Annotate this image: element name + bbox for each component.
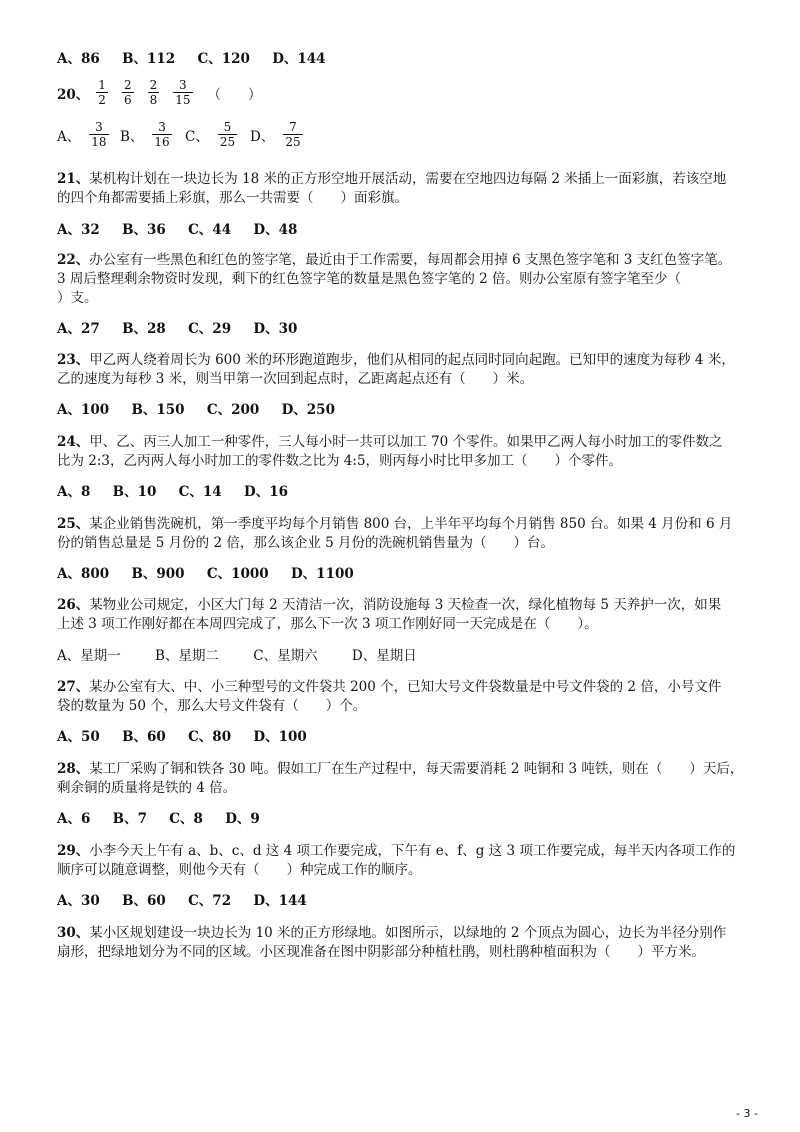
q27-line-2: 袋的数量为 50 个，那么大号文件袋有（ ）个。: [57, 698, 367, 714]
q26-line-1: 26、某物业公司规定，小区大门每 2 天清洁一次，消防设施每 3 天检查一次，绿化植物每 5 天养护一次，如果: [57, 597, 722, 613]
q28-option-a: A、6: [57, 811, 91, 827]
q21-options: [57, 221, 743, 239]
q21-option-b: B、36: [122, 222, 166, 238]
q29-line-1: 29、小李今天上午有 a、b、c、d 这 4 项工作要完成，下午有 e、f、g 这 3 项工作要完成，每半天内各项工作的: [57, 843, 736, 859]
q24-option-d: D、16: [244, 484, 288, 500]
q30-line-2: 扇形，把绿地划分为不同的区域。小区现准备在图中阴影部分种植杜鹃，则杜鹃种植面积为（ ）平方米。: [57, 944, 705, 960]
q25-line-1: 25、某企业销售洗碗机，第一季度平均每个月销售 800 台，上半年平均每个月销售 850 台。如果 4 月份和 6 月: [57, 516, 733, 532]
q27-line-1: 27、某办公室有大、中、小三种型号的文件袋共 200 个，已知大号文件袋数量是中号文件袋的 2 倍，小号文件: [57, 679, 722, 695]
q25-line-2: 份的销售总量是 5 月份的 2 倍，那么该企业 5 月份的洗碗机销售量为（ ）台。: [57, 535, 555, 551]
q22-option-c: C、29: [188, 321, 232, 337]
q29-option-c: C、72: [188, 893, 232, 909]
q20-option-d: D、 $\frac{7}{25}$: [250, 120, 301, 149]
q27-option-a: A、50: [57, 729, 100, 745]
q23-options: [57, 401, 743, 419]
q28-options: [57, 810, 743, 828]
q26-option-b: B、星期二: [155, 648, 219, 664]
q22-line-1: 22、办公室有一些黑色和红色的签字笔，最近由于工作需要，每周都会用掉 6 支黑色签字笔和 3 支红色签字笔。: [57, 252, 732, 268]
q26-option-a: A、星期一: [57, 648, 121, 664]
page-number: - 3 -: [736, 1107, 758, 1120]
q22-option-a: A、27: [57, 321, 100, 337]
q22-line-2: 3 周后整理剩余物资时发现，剩下的红色签字笔的数量是黑色签字笔的 2 倍。则办公室原有签字笔至少（: [57, 271, 682, 287]
q21-option-a: A、32: [57, 222, 100, 238]
q20-option-a: A、 $\frac{3}{18}$: [57, 120, 107, 149]
q23-option-d: D、250: [281, 402, 335, 418]
q24-line-1: 24、甲、乙、丙三人加工一种零件，三人每小时一共可以加工 70 个零件。如果甲乙两人每小时加工的零件数之: [57, 434, 723, 450]
q25-option-a: A、800: [57, 566, 110, 582]
q29-line-2: 顺序可以随意调整，则他今天有（ ）种完成工作的顺序。: [57, 862, 422, 878]
q25-option-b: B、900: [131, 566, 185, 582]
q26-options: [57, 647, 743, 665]
q21-option-c: C、44: [188, 222, 232, 238]
q20-question: [57, 78, 262, 107]
q24-options: [57, 483, 743, 501]
q28-option-c: C、8: [169, 811, 203, 827]
q24-option-a: A、8: [57, 484, 91, 500]
q19-option-d: D、144: [272, 51, 326, 67]
q19-options: [57, 50, 743, 68]
q20-fraction-2: $\frac{2}{6}$: [123, 78, 132, 107]
q20-fraction-1: $\frac{1}{2}$: [98, 78, 106, 107]
q20-fraction-4: $\frac{3}{15}$: [175, 78, 191, 107]
q19-option-a: A、86: [57, 51, 100, 67]
q23-line-2: 乙的速度为每秒 3 米，则当甲第一次回到起点时，乙距离起点还有（ ）米。: [57, 371, 534, 387]
q22-option-d: D、30: [253, 321, 298, 337]
q22-options: [57, 320, 743, 338]
q19-option-c: C、120: [197, 51, 250, 67]
q25-options: [57, 565, 743, 583]
q26-option-d: D、星期日: [351, 648, 417, 664]
q26-option-c: C、星期六: [253, 648, 318, 664]
q27-option-d: D、100: [253, 729, 307, 745]
q20-number: 20、: [57, 86, 90, 103]
q26-line-2: 上述 3 项工作刚好都在本周四完成了，那么下一次 3 项工作刚好同一天完成是在（ ）。: [57, 616, 598, 632]
q21-option-d: D、48: [253, 222, 298, 238]
q23-option-c: C、200: [206, 402, 260, 418]
q29-option-b: B、60: [122, 893, 166, 909]
q25-option-d: D、1100: [290, 566, 354, 582]
q28-line-2: 剩余铜的质量将是铁的 4 倍。: [57, 780, 237, 796]
q28-option-b: B、7: [112, 811, 147, 827]
q30-line-1: 30、某小区规划建设一块边长为 10 米的正方形绿地。如图所示，以绿地的 2 个顶点为圆心，边长为半径分别作: [57, 925, 727, 941]
q23-option-a: A、100: [57, 402, 110, 418]
q28-line-1: 28、某工厂采购了铜和铁各 30 吨。假如工厂在生产过程中，每天需要消耗 2 吨铜和 3 吨铁，则在（ ）天后，: [57, 761, 744, 777]
q29-option-d: D、144: [253, 893, 307, 909]
q19-option-b: B、112: [122, 51, 176, 67]
q28-option-d: D、9: [225, 811, 260, 827]
q29-option-a: A、30: [57, 893, 100, 909]
q27-option-b: B、60: [122, 729, 166, 745]
q24-option-b: B、10: [112, 484, 157, 500]
q22-line-3: ）支。: [57, 290, 98, 306]
q20-blank: （ ）: [207, 86, 262, 103]
q27-options: [57, 728, 743, 746]
q23-option-b: B、150: [131, 402, 185, 418]
q23-line-1: 23、甲乙两人绕着周长为 600 米的环形跑道跑步，他们从相同的起点同时同向起跑。已知甲的速度为每秒 4 米，: [57, 352, 735, 368]
q24-line-2: 比为 2:3，乙丙两人每小时加工的零件数之比为 4:5，则丙每小时比甲多加工（ ）个零件。: [57, 453, 623, 469]
q25-option-c: C、1000: [206, 566, 269, 582]
q20-option-b: B、 $\frac{3}{16}$: [120, 120, 170, 149]
q27-option-c: C、80: [188, 729, 232, 745]
q21-line-1: 21、某机构计划在一块边长为 18 米的正方形空地开展活动，需要在空地四边每隔 2 米插上一面彩旗，若该空地: [57, 171, 727, 187]
q20-option-c: C、 $\frac{5}{25}$: [185, 120, 236, 149]
q24-option-c: C、14: [178, 484, 222, 500]
q22-option-b: B、28: [122, 321, 166, 337]
q20-fraction-3: $\frac{2}{8}$: [149, 78, 158, 107]
q21-line-2: 的四个角都需要插上彩旗，那么一共需要（ ）面彩旗。: [57, 190, 408, 206]
q29-options: [57, 892, 743, 910]
